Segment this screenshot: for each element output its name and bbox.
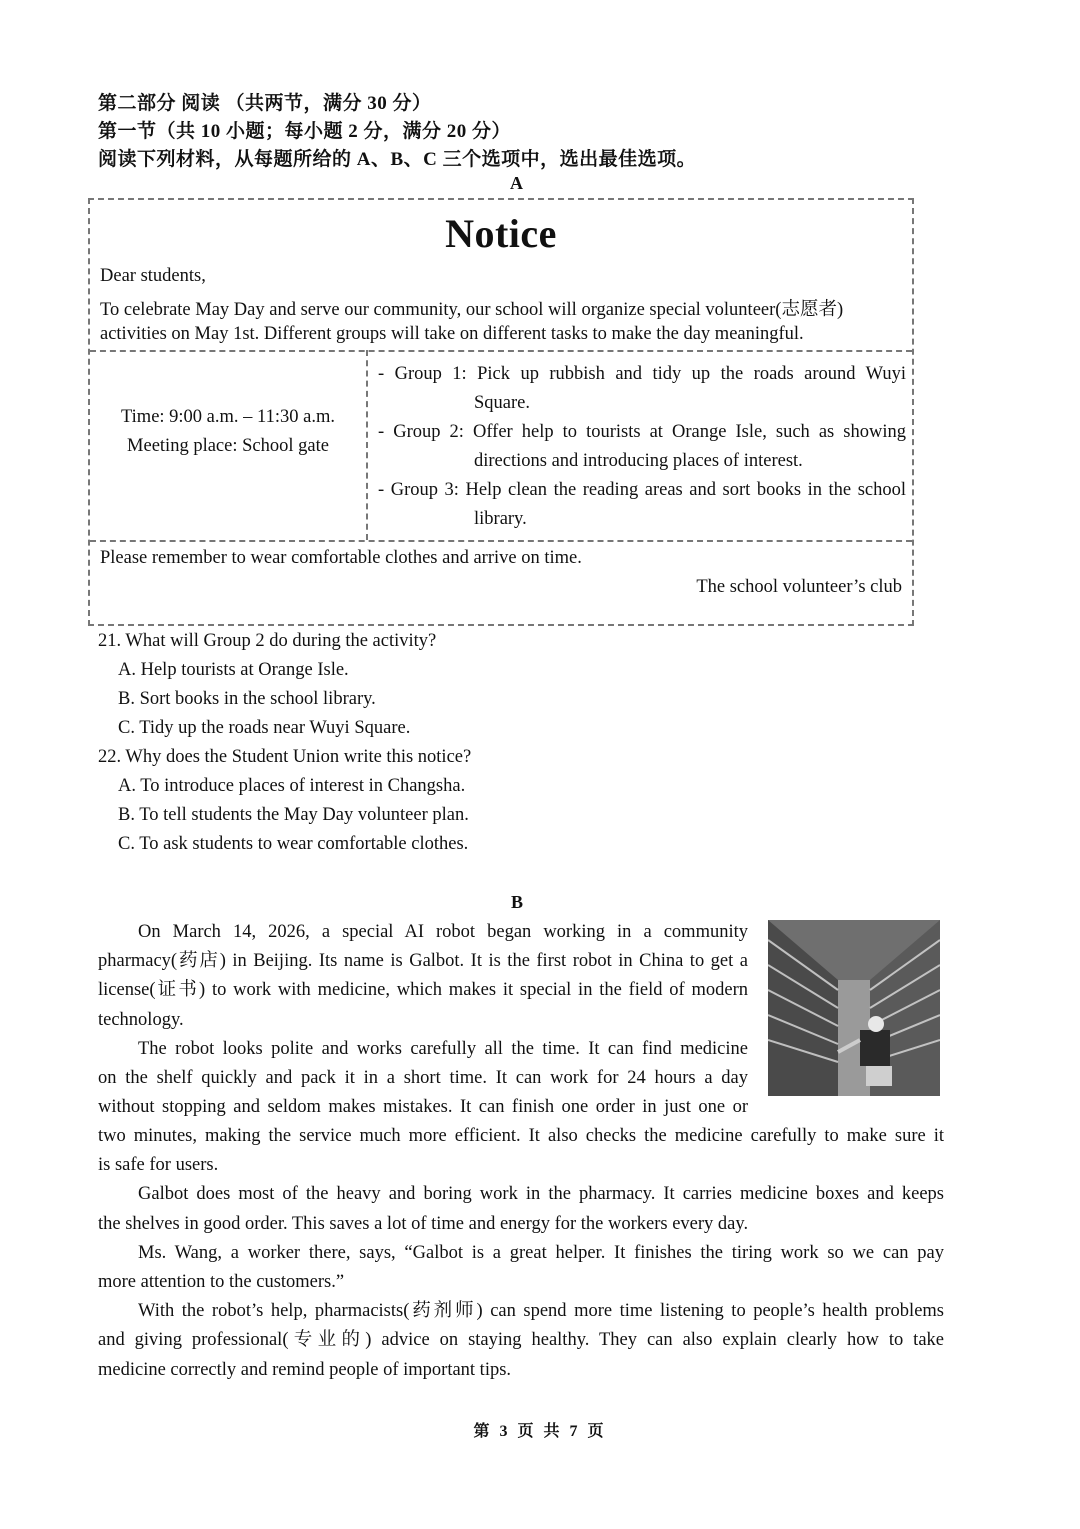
notice-box <box>88 198 914 626</box>
activity-time: Time: 9:00 a.m. – 11:30 a.m. <box>121 407 335 427</box>
question-22: 22. Why does the Student Union write this notice? <box>98 747 472 767</box>
part-header: 第二部分 阅读 （共两节，满分 30 分） <box>98 93 432 114</box>
q22-option-c: C. To ask students to wear comfortable clothes. <box>118 834 469 854</box>
p2-line-5: is safe for users. <box>98 1155 219 1176</box>
paragraphs-full-width <box>98 1122 944 1385</box>
p1-line-1: On March 14, 2026, a special AI robot began working in a community <box>138 922 748 942</box>
question-21: 21. What will Group 2 do during the activity? <box>98 631 437 651</box>
instructions: 阅读下列材料，从每题所给的 A、B、C 三个选项中，选出最佳选项。 <box>98 149 697 170</box>
divider-top <box>90 350 912 352</box>
group-3-line-1: - Group 3: Help clean the reading areas and sort books in the school <box>378 480 906 500</box>
p1-line-3: license(证书) to work with medicine, which makes it special in the field of modern <box>98 980 748 1001</box>
q22-option-b: B. To tell students the May Day volunteer plan. <box>118 805 469 825</box>
notice-intro-line-1: To celebrate May Day and serve our community, our school will organize special volunteer(志愿者) <box>100 300 844 320</box>
p5-line-2: and giving professional(专业的) advice on staying healthy. They can also explain clearly how to take <box>98 1330 944 1351</box>
group-3 <box>378 476 906 534</box>
q21-option-a: A. Help tourists at Orange Isle. <box>118 660 349 680</box>
notice-greeting: Dear students, <box>100 266 206 286</box>
group-2-line-1: - Group 2: Offer help to tourists at Orange Isle, such as showing <box>378 422 906 442</box>
p1-line-4: technology. <box>98 1009 184 1030</box>
p5-line-1: With the robot’s help, pharmacists(药剂师) can spend more time listening to people’s health problems <box>138 1301 944 1322</box>
group-2-line-2: directions and introducing places of interest. <box>474 451 803 471</box>
p3-line-1: Galbot does most of the heavy and boring work in the pharmacy. It carries medicine boxes and keeps <box>138 1184 944 1205</box>
p4-line-1: Ms. Wang, a worker there, says, “Galbot is a great helper. It finishes the tiring work so we can pay <box>138 1242 944 1263</box>
p2-line-4: two minutes, making the service much more efficient. It also checks the medicine carefully to make sure it <box>98 1126 944 1146</box>
group-1-line-1: - Group 1: Pick up rubbish and tidy up the roads around Wuyi <box>378 364 906 384</box>
group-3-line-2: library. <box>474 509 527 529</box>
paragraph-1-top <box>98 918 748 1122</box>
p5-line-3: medicine correctly and remind people of important tips. <box>98 1359 512 1380</box>
p2-line-2: on the shelf quickly and pack it in a short time. It can work for 24 hours a day <box>98 1068 748 1089</box>
page-footer: 第 3 页 共 7 页 <box>473 1423 607 1440</box>
divider-bottom <box>90 540 912 542</box>
section-a-letter: A <box>510 173 523 193</box>
group-2 <box>378 418 906 476</box>
q22-option-a: A. To introduce places of interest in Changsha. <box>118 776 466 796</box>
p1-line-2: pharmacy(药店) in Beijing. Its name is Galbot. It is the first robot in China to get a <box>98 951 748 972</box>
section-b-letter: B <box>511 892 524 912</box>
meeting-place: Meeting place: School gate <box>127 436 329 456</box>
group-1 <box>378 360 906 418</box>
group-1-line-2: Square. <box>474 393 530 413</box>
robot-pharmacy-photo <box>768 920 940 1096</box>
q21-option-c: C. Tidy up the roads near Wuyi Square. <box>118 718 411 738</box>
p3-line-2: the shelves in good order. This saves a lot of time and energy for the workers every day. <box>98 1213 749 1234</box>
divider-vertical <box>366 350 368 540</box>
notice-title: Notice <box>445 211 557 256</box>
section-header: 第一节（共 10 小题；每小题 2 分，满分 20 分） <box>98 121 512 142</box>
q21-option-b: B. Sort books in the school library. <box>118 689 376 709</box>
notice-intro-line-2: activities on May 1st. Different groups will take on different tasks to make the day meaningful. <box>100 324 804 344</box>
p4-line-2: more attention to the customers.” <box>98 1272 345 1293</box>
p2-line-3: without stopping and seldom makes mistakes. It can finish one order in just one or <box>98 1097 748 1118</box>
p2-line-1: The robot looks polite and works carefully all the time. It can find medicine <box>138 1038 748 1059</box>
notice-signature: The school volunteer’s club <box>696 577 902 597</box>
notice-reminder: Please remember to wear comfortable clothes and arrive on time. <box>100 548 582 568</box>
